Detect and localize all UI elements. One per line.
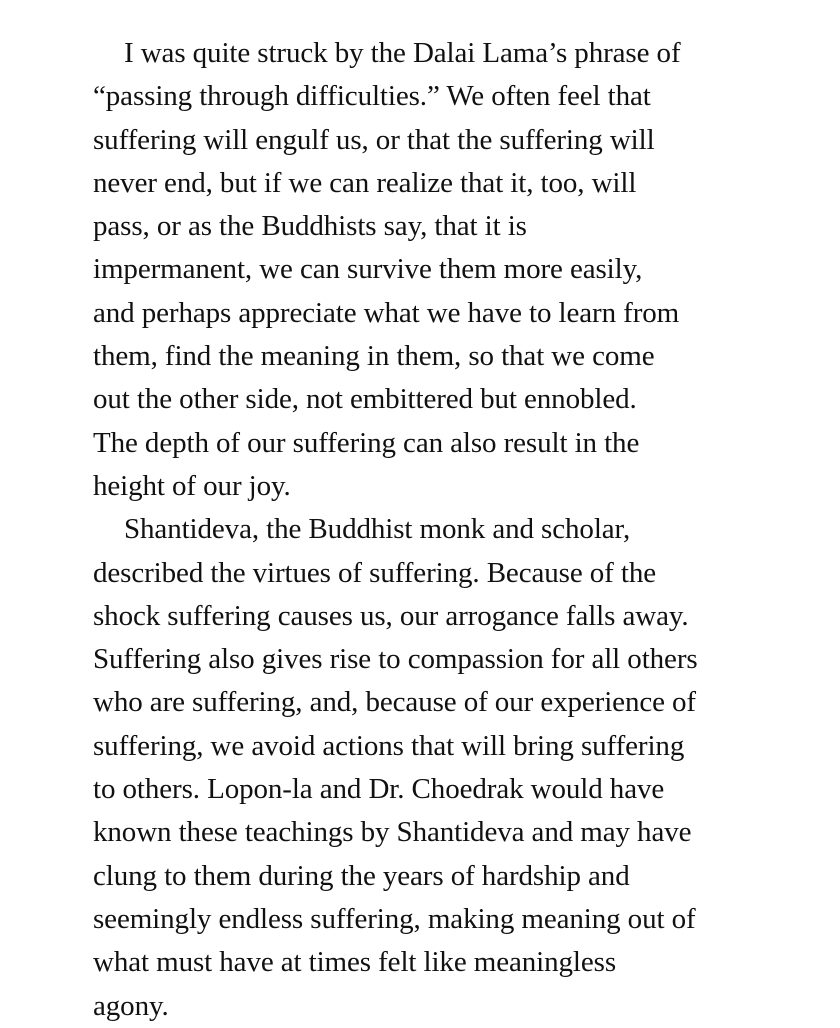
text-line: out the other side, not embittered but ennobled. [93,383,637,416]
text-line: “passing through difficulties.” We often feel that [93,80,651,113]
text-line: described the virtues of suffering. Because of the [93,556,656,589]
text-line: clung to them during the years of hardship and [93,859,630,892]
text-line: and perhaps appreciate what we have to learn from [93,296,680,329]
text-line: never end, but if we can realize that it, too, will [93,166,637,199]
text-line: known these teachings by Shantideva and may have [93,816,692,849]
text-line: Shantideva, the Buddhist monk and scholar, [124,513,631,546]
text-line: them, find the meaning in them, so that we come [93,340,655,373]
text-line: The depth of our suffering can also result in the [93,426,640,459]
text-line: Suffering also gives rise to compassion for all others [93,643,698,676]
text-line: who are suffering, and, because of our experience of [93,686,696,719]
text-line: impermanent, we can survive them more easily, [93,253,643,286]
text-line: I was quite struck by the Dalai Lama’s phrase of [124,37,681,69]
text-line: suffering will engulf us, or that the suffering will [93,123,655,156]
paragraph-2 [93,508,813,1028]
text-line: what must have at times felt like meaningless [93,946,617,979]
text-line: seemingly endless suffering, making meaning out of [93,902,696,935]
text-line: agony. [93,989,169,1022]
text-line: height of our joy. [93,469,291,502]
paragraph-1 [93,32,813,508]
text-line: shock suffering causes us, our arrogance falls away. [93,599,689,632]
book-page [93,32,813,1028]
text-line: to others. Lopon-la and Dr. Choedrak would have [93,773,665,806]
text-line: pass, or as the Buddhists say, that it is [93,210,527,243]
text-line: suffering, we avoid actions that will bring suffering [93,729,685,762]
